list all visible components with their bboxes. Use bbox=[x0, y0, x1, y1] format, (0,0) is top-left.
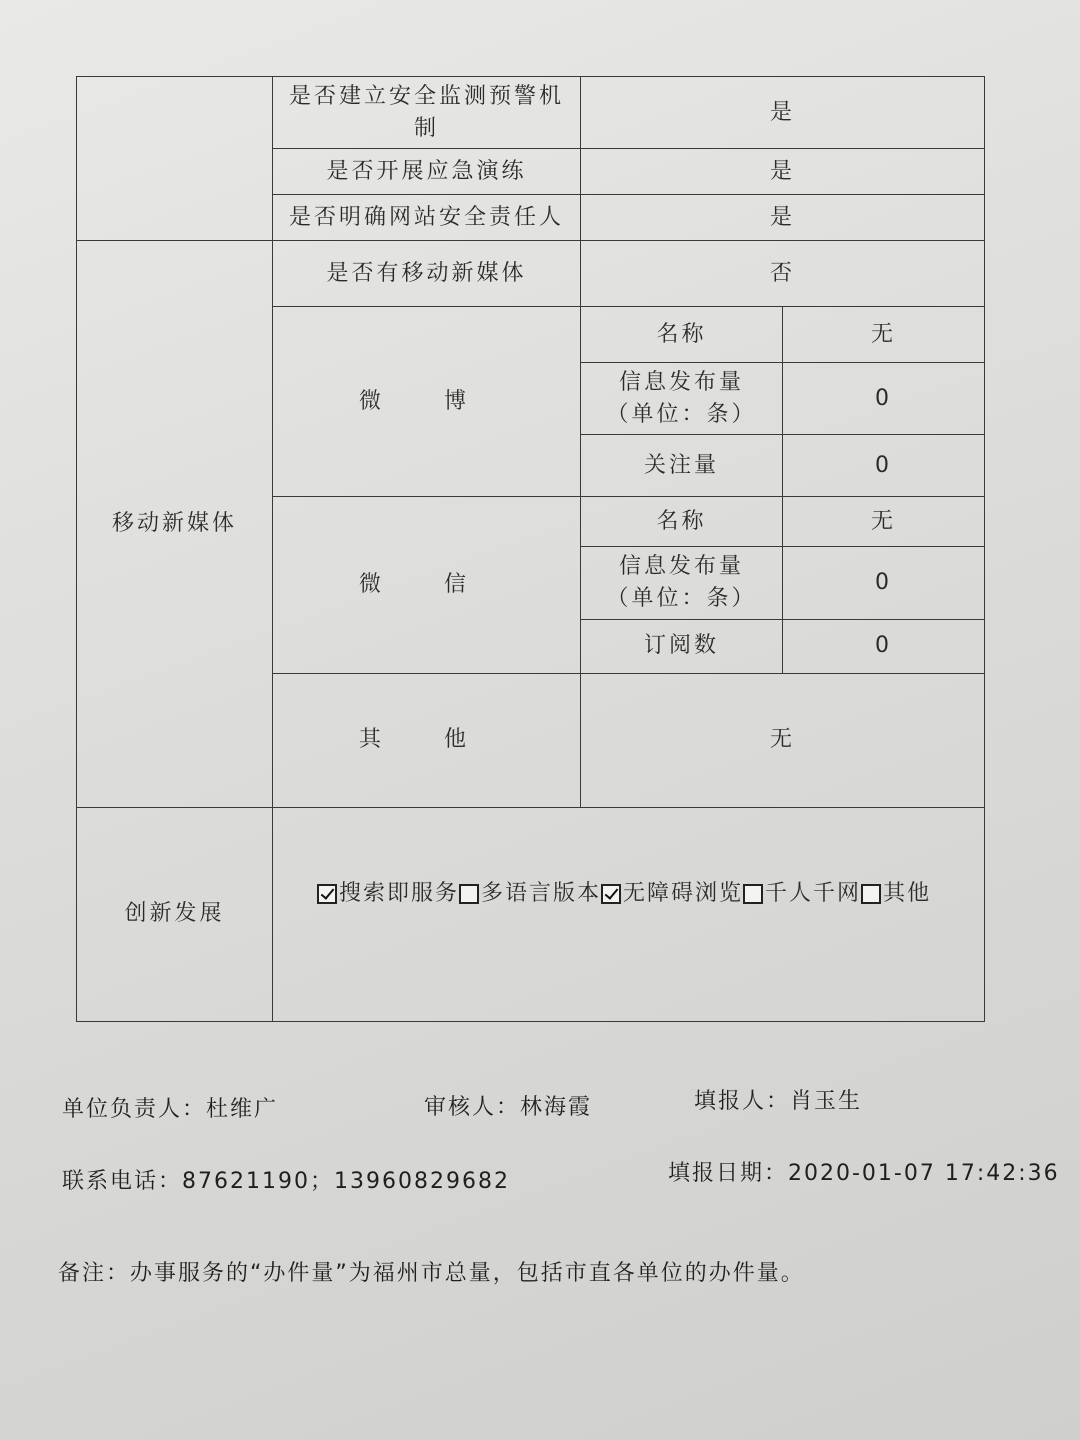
option-label: 千人千网 bbox=[765, 880, 862, 906]
filler-text: 填报人：肖玉生 bbox=[694, 1089, 863, 1114]
option-label: 其他 bbox=[883, 880, 932, 906]
weibo-followers-value: 0 bbox=[783, 435, 985, 497]
checkbox-icon bbox=[459, 884, 479, 904]
wechat-subs-label: 订阅数 bbox=[581, 619, 783, 673]
reviewer-text: 审核人：林海霞 bbox=[424, 1095, 593, 1120]
checkbox-icon bbox=[743, 884, 763, 904]
weibo-posts-value: 0 bbox=[783, 363, 985, 435]
mobile-section-label: 移动新媒体 bbox=[77, 241, 273, 808]
monitor-value: 是 bbox=[581, 77, 985, 149]
owner-label: 是否明确网站安全责任人 bbox=[273, 195, 581, 241]
note-text: 备注：办事服务的“办件量”为福州市总量，包括市直各单位的办件量。 bbox=[58, 1261, 805, 1286]
owner-value: 是 bbox=[581, 195, 985, 241]
weibo-label: 微 博 bbox=[273, 307, 581, 497]
innovation-section-label: 创新发展 bbox=[77, 807, 273, 1021]
date-text: 填报日期：2020-01-07 17:42:36 bbox=[668, 1161, 1060, 1186]
option-label: 无障碍浏览 bbox=[623, 880, 744, 906]
other-label: 其 他 bbox=[273, 673, 581, 807]
principal-text: 单位负责人：杜维广 bbox=[62, 1097, 279, 1122]
innovation-option bbox=[459, 878, 601, 910]
wechat-posts-value: 0 bbox=[783, 547, 985, 619]
option-label: 多语言版本 bbox=[481, 880, 602, 906]
weibo-name-label: 名称 bbox=[581, 307, 783, 363]
option-label: 搜索即服务 bbox=[339, 880, 460, 906]
weibo-posts-label: 信息发布量 （单位：条） bbox=[581, 363, 783, 435]
phone-text: 联系电话：87621190；13960829682 bbox=[62, 1169, 510, 1194]
empty-section-cell bbox=[77, 77, 273, 241]
drill-value: 是 bbox=[581, 149, 985, 195]
checked-checkbox-icon bbox=[601, 884, 621, 904]
wechat-label: 微 信 bbox=[273, 497, 581, 673]
wechat-name-label: 名称 bbox=[581, 497, 783, 547]
innovation-option bbox=[743, 878, 861, 910]
innovation-option bbox=[601, 878, 743, 910]
innovation-option bbox=[861, 878, 931, 910]
checkbox-icon bbox=[861, 884, 881, 904]
monitor-label: 是否建立安全监测预警机制 bbox=[273, 77, 581, 149]
innovation-options bbox=[273, 807, 985, 1021]
drill-label: 是否开展应急演练 bbox=[273, 149, 581, 195]
statistics-table bbox=[76, 76, 985, 1022]
weibo-name-value: 无 bbox=[783, 307, 985, 363]
other-value: 无 bbox=[581, 673, 985, 807]
has-mobile-label: 是否有移动新媒体 bbox=[273, 241, 581, 307]
checked-checkbox-icon bbox=[317, 884, 337, 904]
wechat-name-value: 无 bbox=[783, 497, 985, 547]
wechat-posts-label: 信息发布量 （单位：条） bbox=[581, 547, 783, 619]
wechat-subs-value: 0 bbox=[783, 619, 985, 673]
weibo-followers-label: 关注量 bbox=[581, 435, 783, 497]
has-mobile-value: 否 bbox=[581, 241, 985, 307]
innovation-option bbox=[317, 878, 459, 910]
